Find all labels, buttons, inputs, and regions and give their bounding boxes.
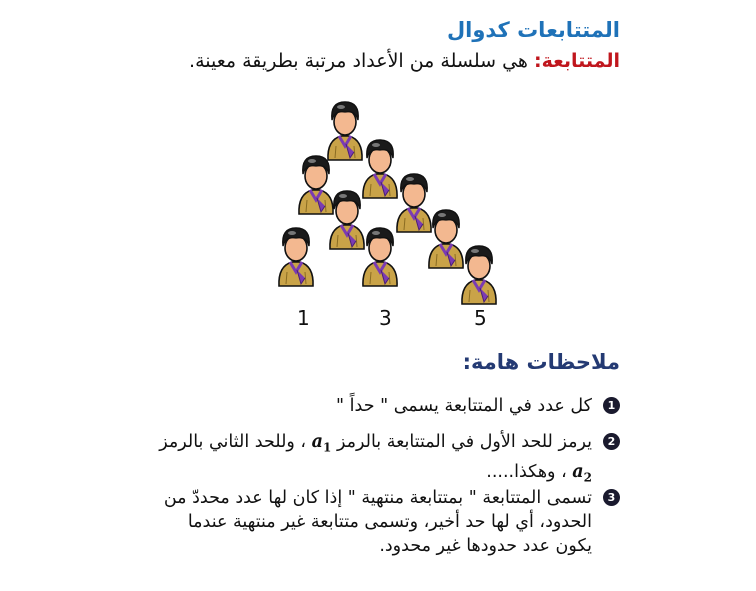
symbol-a1 [312,430,332,460]
note-text-1: كل عدد في المتتابعة يسمى " حداً " [336,396,592,416]
person-icon [299,156,333,214]
bullet-1-icon: 1 [603,397,620,414]
person-icon [279,228,313,286]
note-text-2 [150,430,592,489]
symbol-a2-letter: a [572,461,584,482]
symbol-a2-sub: 2 [583,470,592,484]
bullet-3-icon: 3 [603,489,620,506]
definition-text: هي سلسلة من الأعداد مرتبة بطريقة معينة. [189,50,534,72]
note-item-2 [150,430,620,489]
definition-term: المتتابعة: [533,50,620,72]
count-label-5: 5 [474,306,487,330]
person-icon [363,228,397,286]
count-label-1: 1 [297,306,310,330]
person-icon [429,210,463,268]
note-text-3: تسمى المتتابعة " بمتتابعة منتهية " إذا كان لها عدد محددّ من الحدود، أي لها حد أخير، وتسمى متتابعة غير منتهية عندما يكون عدد حدودها غير محدود. [163,488,592,556]
symbol-a2 [572,460,592,490]
person-icon [328,102,362,160]
person-icon [462,246,496,304]
person-icon [397,174,431,232]
person-icon [330,191,364,249]
page-title: المتتابعات كدوال [446,18,620,42]
note-item-1 [150,394,620,418]
bullet-2-icon: 2 [603,433,620,450]
note-2-part-1: يرمز للحد الأول في المتتابعة بالرمز [336,432,592,452]
note-2-part-2: ، وللحد الثاني بالرمز [159,432,307,452]
note-item-3 [150,486,620,558]
symbol-a1-letter: a [311,432,323,452]
symbol-a1-sub: 1 [323,440,332,455]
notes-heading: ملاحظات هامة: [462,350,620,374]
note-2-part-3: ، وهكذا..... [486,461,567,482]
person-icon [363,140,397,198]
count-label-3: 3 [379,306,392,330]
